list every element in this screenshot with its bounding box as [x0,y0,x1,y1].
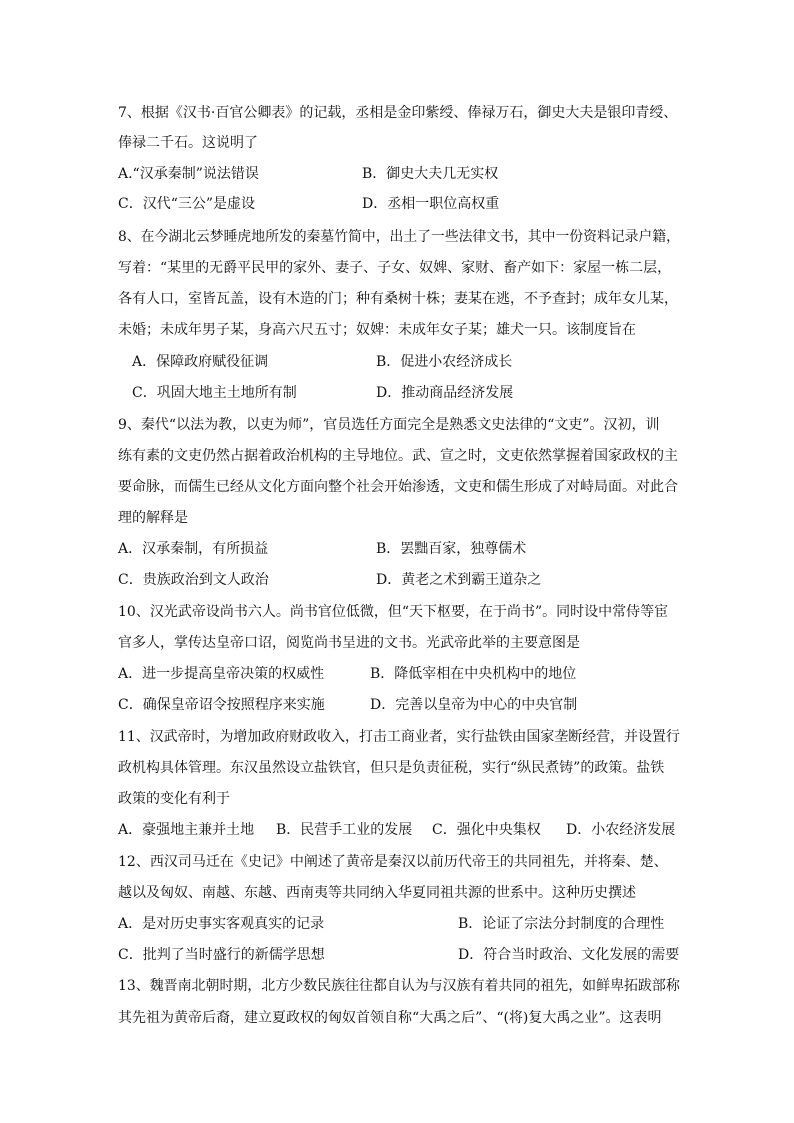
question-12-line-1: 12、西汉司马迁在《史记》中阐述了黄帝是秦汉以前历代帝王的共同祖先，并将秦、楚、 [118,854,668,870]
question-10-line-2: 官多人，掌传达皇帝口诏，阅览尚书呈进的文书。光武帝此举的主要意图是 [118,635,580,651]
question-8-line-1: 8、在今湖北云梦睡虎地所发的秦墓竹简中，出土了一些法律文书，其中一份资料记录户籍， [118,229,680,245]
question-8-line-2: 写着：“某里的无爵平民甲的家外、妻子、子女、奴婢、家财、畜产如下：家屋一栋二层， [118,260,672,276]
question-8-line-4: 未婚；未成年男子某，身高六尺五寸；奴婢：未成年女子某；雄犬一只。该制度旨在 [118,322,636,338]
question-9-option-c: C．贵族政治到文人政治 [118,572,269,588]
question-8-line-3: 各有人口，室皆瓦盖，设有木造的门；种有桑树十株；妻某在逃，不予查封；成年女儿某， [118,291,678,307]
question-9-line-3: 要命脉，而儒生已经从文化方面向整个社会开始渗透，文吏和儒生形成了对峙局面。对此合 [118,479,678,495]
question-11-line-2: 政机构具体管理。东汉虽然设立盐铁官，但只是负责征税，实行“纵民煮铸”的政策。盐铁 [118,760,665,776]
question-9-line-2: 练有素的文吏仍然占据着政治机构的主导地位。武、宣之时，文吏依然掌握着国家政权的主 [118,448,678,464]
question-7-line-1: 7、根据《汉书·百官公卿表》的记载，丞相是金印紫绶、俸禄万石，御史大夫是银印青绶、 [118,105,678,121]
question-12-option-b: B．论证了宗法分封制度的合理性 [458,916,665,932]
question-11-line-3: 政策的变化有利于 [118,791,230,807]
question-7-option-a: A.“汉承秦制”说法错误 [118,166,259,182]
question-8-option-b: B．促进小农经济成长 [376,354,513,370]
question-12-option-c: C．批判了当时盛行的新儒学思想 [118,947,325,963]
question-13-line-1: 13、魏晋南北朝时期，北方少数民族往往都自认为与汉族有着共同的祖先，如鲜卑拓跋部称 [118,978,680,994]
question-9-option-b: B．罢黜百家，独尊儒术 [376,541,527,557]
question-9-option-d: D．黄老之术到霸王道杂之 [376,572,542,588]
question-13-line-2: 其先祖为黄帝后裔，建立夏政权的匈奴首领自称“大禹之后”、“(将)复大禹之业”。这表明 [118,1010,662,1026]
question-11-line-1: 11、汉武帝时，为增加政府财政收入，打击工商业者，实行盐铁由国家垄断经营，并设置行 [118,729,680,745]
question-8-option-d: D．推动商品经济发展 [376,385,514,401]
question-8-option-a: A．保障政府赋役征调 [132,354,269,370]
question-10-line-1: 10、汉光武帝设尚书六人。尚书官位低微，但“天下枢要，在于尚书”。同时设中常侍等宦 [118,604,669,620]
question-11-option-d: D．小农经济发展 [566,822,676,838]
question-10-option-b: B．降低宰相在中央机构中的地位 [370,666,577,682]
question-7-line-2: 俸禄二千石。这说明了 [118,135,258,151]
question-7-option-b: B．御史大夫几无实权 [362,166,499,182]
question-12-line-2: 越以及匈奴、南越、东越、西南夷等共同纳入华夏同祖共源的世系中。这种历史撰述 [118,885,636,901]
question-11-option-c: C．强化中央集权 [432,822,541,838]
question-10-option-c: C．确保皇帝诏令按照程序来实施 [118,697,325,713]
question-11-option-b: B．民营手工业的发展 [276,822,413,838]
question-10-option-d: D．完善以皇帝为中心的中央官制 [370,697,578,713]
question-7-option-d: D．丞相一职位高权重 [362,196,500,212]
question-9-option-a: A．汉承秦制，有所损益 [118,541,269,557]
question-11-option-a: A．豪强地主兼并土地 [118,822,255,838]
question-7-option-c: C．汉代“三公”是虚设 [118,196,256,212]
question-8-option-c: C．巩固大地主土地所有制 [132,385,297,401]
question-9-line-4: 理的解释是 [118,510,188,526]
question-10-option-a: A．进一步提高皇帝决策的权威性 [118,666,325,682]
question-9-line-1: 9、秦代“以法为教，以吏为师”，官员选任方面完全是熟悉文史法律的“文吏”。汉初，训 [118,417,660,433]
question-12-option-d: D．符合当时政治、文化发展的需要 [458,947,680,963]
question-12-option-a: A．是对历史事实客观真实的记录 [118,916,325,932]
